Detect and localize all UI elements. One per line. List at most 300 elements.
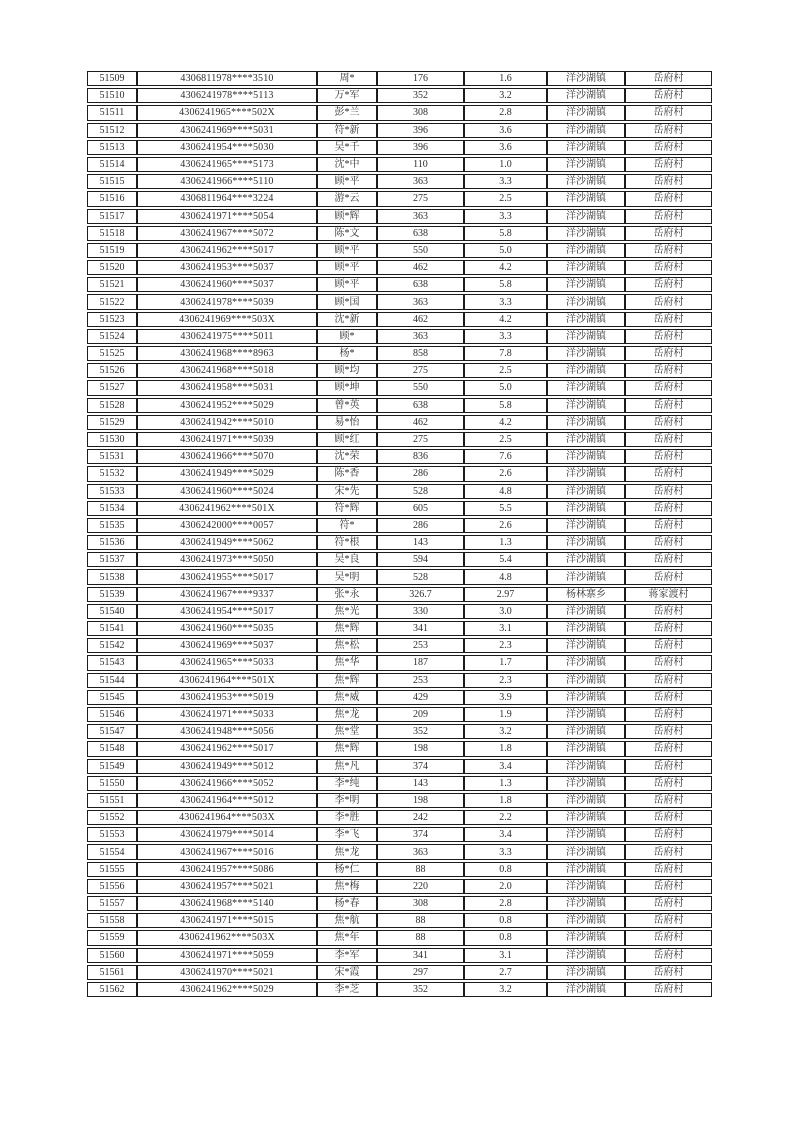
amount-cell: 88 [377, 930, 464, 945]
serial-cell: 51526 [87, 363, 137, 378]
name-cell: 李*胜 [317, 810, 377, 825]
area-cell: 7.6 [464, 449, 547, 464]
amount-cell: 638 [377, 277, 464, 292]
amount-cell: 638 [377, 226, 464, 241]
id-cell: 4306241964****5012 [137, 793, 317, 808]
table-row [87, 209, 712, 224]
name-cell: 曾*英 [317, 398, 377, 413]
township-cell: 洋沙湖镇 [547, 793, 625, 808]
township-cell: 洋沙湖镇 [547, 759, 625, 774]
table-body [87, 71, 712, 997]
village-cell: 岳府村 [625, 277, 712, 292]
amount-cell: 462 [377, 312, 464, 327]
area-cell: 3.3 [464, 294, 547, 309]
table-row [87, 690, 712, 705]
name-cell: 陈*香 [317, 466, 377, 481]
serial-cell: 51542 [87, 638, 137, 653]
village-cell: 岳府村 [625, 226, 712, 241]
serial-cell: 51519 [87, 243, 137, 258]
township-cell: 洋沙湖镇 [547, 690, 625, 705]
table-row [87, 88, 712, 103]
village-cell: 岳府村 [625, 810, 712, 825]
table-row [87, 398, 712, 413]
table-row [87, 105, 712, 120]
area-cell: 5.8 [464, 398, 547, 413]
township-cell: 洋沙湖镇 [547, 398, 625, 413]
id-cell: 4306811964****3224 [137, 191, 317, 206]
village-cell: 岳府村 [625, 380, 712, 395]
village-cell: 岳府村 [625, 930, 712, 945]
area-cell: 2.97 [464, 587, 547, 602]
table-row [87, 810, 712, 825]
village-cell: 岳府村 [625, 862, 712, 877]
amount-cell: 836 [377, 449, 464, 464]
village-cell: 岳府村 [625, 759, 712, 774]
serial-cell: 51558 [87, 913, 137, 928]
name-cell: 沈*新 [317, 312, 377, 327]
area-cell: 1.6 [464, 71, 547, 86]
id-cell: 4306241957****5021 [137, 879, 317, 894]
amount-cell: 605 [377, 501, 464, 516]
name-cell: 焦*梅 [317, 879, 377, 894]
name-cell: 顾*平 [317, 277, 377, 292]
village-cell: 岳府村 [625, 191, 712, 206]
amount-cell: 594 [377, 552, 464, 567]
village-cell: 岳府村 [625, 673, 712, 688]
serial-cell: 51523 [87, 312, 137, 327]
table-row [87, 965, 712, 980]
amount-cell: 275 [377, 432, 464, 447]
id-cell: 4306241948****5056 [137, 724, 317, 739]
amount-cell: 396 [377, 123, 464, 138]
village-cell: 岳府村 [625, 415, 712, 430]
serial-cell: 51515 [87, 174, 137, 189]
village-cell: 岳府村 [625, 294, 712, 309]
id-cell: 4306241952****5029 [137, 398, 317, 413]
serial-cell: 51561 [87, 965, 137, 980]
amount-cell: 326.7 [377, 587, 464, 602]
township-cell: 洋沙湖镇 [547, 879, 625, 894]
serial-cell: 51529 [87, 415, 137, 430]
name-cell: 顾*平 [317, 260, 377, 275]
village-cell: 岳府村 [625, 363, 712, 378]
village-cell: 蒋家渡村 [625, 587, 712, 602]
serial-cell: 51536 [87, 535, 137, 550]
name-cell: 符*新 [317, 123, 377, 138]
serial-cell: 51538 [87, 569, 137, 584]
amount-cell: 308 [377, 105, 464, 120]
area-cell: 5.8 [464, 226, 547, 241]
township-cell: 洋沙湖镇 [547, 449, 625, 464]
village-cell: 岳府村 [625, 484, 712, 499]
area-cell: 7.8 [464, 346, 547, 361]
amount-cell: 253 [377, 673, 464, 688]
serial-cell: 51518 [87, 226, 137, 241]
table-row [87, 174, 712, 189]
id-cell: 4306241949****5029 [137, 466, 317, 481]
township-cell: 洋沙湖镇 [547, 862, 625, 877]
village-cell: 岳府村 [625, 346, 712, 361]
serial-cell: 51535 [87, 518, 137, 533]
name-cell: 吴*千 [317, 140, 377, 155]
amount-cell: 528 [377, 569, 464, 584]
village-cell: 岳府村 [625, 535, 712, 550]
table-row [87, 466, 712, 481]
area-cell: 2.6 [464, 518, 547, 533]
township-cell: 洋沙湖镇 [547, 724, 625, 739]
id-cell: 4306241964****501X [137, 673, 317, 688]
area-cell: 2.5 [464, 363, 547, 378]
serial-cell: 51511 [87, 105, 137, 120]
name-cell: 杨*春 [317, 896, 377, 911]
amount-cell: 352 [377, 88, 464, 103]
township-cell: 洋沙湖镇 [547, 329, 625, 344]
name-cell: 顾*辉 [317, 209, 377, 224]
id-cell: 4306241967****5072 [137, 226, 317, 241]
amount-cell: 462 [377, 260, 464, 275]
area-cell: 3.0 [464, 604, 547, 619]
township-cell: 洋沙湖镇 [547, 501, 625, 516]
township-cell: 洋沙湖镇 [547, 810, 625, 825]
township-cell: 洋沙湖镇 [547, 930, 625, 945]
village-cell: 岳府村 [625, 655, 712, 670]
village-cell: 岳府村 [625, 88, 712, 103]
township-cell: 洋沙湖镇 [547, 655, 625, 670]
name-cell: 焦*华 [317, 655, 377, 670]
table-row [87, 432, 712, 447]
serial-cell: 51560 [87, 948, 137, 963]
name-cell: 焦*威 [317, 690, 377, 705]
serial-cell: 51537 [87, 552, 137, 567]
table-row [87, 655, 712, 670]
id-cell: 4306241978****5113 [137, 88, 317, 103]
village-cell: 岳府村 [625, 157, 712, 172]
village-cell: 岳府村 [625, 518, 712, 533]
area-cell: 3.3 [464, 174, 547, 189]
village-cell: 岳府村 [625, 827, 712, 842]
amount-cell: 286 [377, 518, 464, 533]
township-cell: 洋沙湖镇 [547, 965, 625, 980]
township-cell: 洋沙湖镇 [547, 123, 625, 138]
township-cell: 洋沙湖镇 [547, 174, 625, 189]
name-cell: 焦*凡 [317, 759, 377, 774]
township-cell: 洋沙湖镇 [547, 673, 625, 688]
township-cell: 洋沙湖镇 [547, 88, 625, 103]
table-row [87, 123, 712, 138]
village-cell: 岳府村 [625, 776, 712, 791]
area-cell: 5.5 [464, 501, 547, 516]
township-cell: 洋沙湖镇 [547, 707, 625, 722]
township-cell: 洋沙湖镇 [547, 71, 625, 86]
table-row [87, 569, 712, 584]
serial-cell: 51514 [87, 157, 137, 172]
table-row [87, 759, 712, 774]
area-cell: 4.2 [464, 312, 547, 327]
table-row [87, 277, 712, 292]
serial-cell: 51509 [87, 71, 137, 86]
name-cell: 易*怡 [317, 415, 377, 430]
amount-cell: 341 [377, 621, 464, 636]
township-cell: 洋沙湖镇 [547, 948, 625, 963]
name-cell: 符*根 [317, 535, 377, 550]
name-cell: 焦*辉 [317, 741, 377, 756]
serial-cell: 51520 [87, 260, 137, 275]
table-row [87, 157, 712, 172]
serial-cell: 51547 [87, 724, 137, 739]
village-cell: 岳府村 [625, 982, 712, 997]
table-row [87, 776, 712, 791]
area-cell: 4.2 [464, 415, 547, 430]
amount-cell: 242 [377, 810, 464, 825]
amount-cell: 330 [377, 604, 464, 619]
township-cell: 杨林寨乡 [547, 587, 625, 602]
area-cell: 2.8 [464, 105, 547, 120]
subsidy-roster-table [87, 69, 712, 999]
village-cell: 岳府村 [625, 174, 712, 189]
table-row [87, 312, 712, 327]
name-cell: 李*飞 [317, 827, 377, 842]
table-row [87, 793, 712, 808]
serial-cell: 51513 [87, 140, 137, 155]
name-cell: 焦*年 [317, 930, 377, 945]
id-cell: 4306241953****5019 [137, 690, 317, 705]
serial-cell: 51533 [87, 484, 137, 499]
township-cell: 洋沙湖镇 [547, 140, 625, 155]
area-cell: 5.8 [464, 277, 547, 292]
id-cell: 4306241962****501X [137, 501, 317, 516]
area-cell: 1.8 [464, 741, 547, 756]
amount-cell: 363 [377, 294, 464, 309]
area-cell: 2.8 [464, 896, 547, 911]
name-cell: 顾*坤 [317, 380, 377, 395]
id-cell: 4306242000****0057 [137, 518, 317, 533]
village-cell: 岳府村 [625, 329, 712, 344]
amount-cell: 363 [377, 209, 464, 224]
table-row [87, 930, 712, 945]
table-row [87, 380, 712, 395]
serial-cell: 51527 [87, 380, 137, 395]
village-cell: 岳府村 [625, 398, 712, 413]
table-row [87, 71, 712, 86]
serial-cell: 51550 [87, 776, 137, 791]
amount-cell: 297 [377, 965, 464, 980]
id-cell: 4306241970****5021 [137, 965, 317, 980]
area-cell: 3.2 [464, 982, 547, 997]
name-cell: 焦*辉 [317, 621, 377, 636]
amount-cell: 209 [377, 707, 464, 722]
id-cell: 4306241964****503X [137, 810, 317, 825]
name-cell: 李*明 [317, 793, 377, 808]
township-cell: 洋沙湖镇 [547, 535, 625, 550]
serial-cell: 51557 [87, 896, 137, 911]
village-cell: 岳府村 [625, 209, 712, 224]
serial-cell: 51521 [87, 277, 137, 292]
township-cell: 洋沙湖镇 [547, 484, 625, 499]
area-cell: 1.9 [464, 707, 547, 722]
amount-cell: 462 [377, 415, 464, 430]
area-cell: 1.3 [464, 535, 547, 550]
name-cell: 吴*明 [317, 569, 377, 584]
amount-cell: 88 [377, 862, 464, 877]
area-cell: 3.4 [464, 759, 547, 774]
table-row [87, 501, 712, 516]
name-cell: 游*云 [317, 191, 377, 206]
id-cell: 4306241967****5016 [137, 844, 317, 859]
village-cell: 岳府村 [625, 312, 712, 327]
id-cell: 4306241973****5050 [137, 552, 317, 567]
township-cell: 洋沙湖镇 [547, 569, 625, 584]
serial-cell: 51555 [87, 862, 137, 877]
id-cell: 4306241962****5029 [137, 982, 317, 997]
area-cell: 0.8 [464, 930, 547, 945]
amount-cell: 143 [377, 535, 464, 550]
amount-cell: 429 [377, 690, 464, 705]
name-cell: 沈*荣 [317, 449, 377, 464]
id-cell: 4306241971****5059 [137, 948, 317, 963]
area-cell: 3.3 [464, 844, 547, 859]
township-cell: 洋沙湖镇 [547, 415, 625, 430]
name-cell: 焦*龙 [317, 707, 377, 722]
id-cell: 4306241971****5039 [137, 432, 317, 447]
township-cell: 洋沙湖镇 [547, 741, 625, 756]
village-cell: 岳府村 [625, 604, 712, 619]
name-cell: 杨*仁 [317, 862, 377, 877]
area-cell: 2.7 [464, 965, 547, 980]
table-row [87, 673, 712, 688]
village-cell: 岳府村 [625, 621, 712, 636]
area-cell: 5.4 [464, 552, 547, 567]
amount-cell: 286 [377, 466, 464, 481]
village-cell: 岳府村 [625, 948, 712, 963]
area-cell: 3.6 [464, 123, 547, 138]
id-cell: 4306241971****5015 [137, 913, 317, 928]
area-cell: 3.6 [464, 140, 547, 155]
amount-cell: 88 [377, 913, 464, 928]
name-cell: 焦*光 [317, 604, 377, 619]
area-cell: 3.1 [464, 621, 547, 636]
table-row [87, 449, 712, 464]
table-row [87, 879, 712, 894]
amount-cell: 550 [377, 243, 464, 258]
amount-cell: 253 [377, 638, 464, 653]
township-cell: 洋沙湖镇 [547, 294, 625, 309]
village-cell: 岳府村 [625, 260, 712, 275]
area-cell: 4.8 [464, 484, 547, 499]
name-cell: 李*军 [317, 948, 377, 963]
table-row [87, 260, 712, 275]
amount-cell: 858 [377, 346, 464, 361]
table-row [87, 707, 712, 722]
serial-cell: 51517 [87, 209, 137, 224]
village-cell: 岳府村 [625, 724, 712, 739]
village-cell: 岳府村 [625, 71, 712, 86]
id-cell: 4306241962****5017 [137, 741, 317, 756]
serial-cell: 51544 [87, 673, 137, 688]
table-row [87, 844, 712, 859]
amount-cell: 363 [377, 329, 464, 344]
area-cell: 5.0 [464, 243, 547, 258]
area-cell: 3.1 [464, 948, 547, 963]
serial-cell: 51516 [87, 191, 137, 206]
serial-cell: 51530 [87, 432, 137, 447]
table-row [87, 604, 712, 619]
serial-cell: 51510 [87, 88, 137, 103]
area-cell: 2.0 [464, 879, 547, 894]
serial-cell: 51531 [87, 449, 137, 464]
amount-cell: 275 [377, 191, 464, 206]
id-cell: 4306241949****5062 [137, 535, 317, 550]
name-cell: 焦*航 [317, 913, 377, 928]
township-cell: 洋沙湖镇 [547, 552, 625, 567]
area-cell: 2.3 [464, 638, 547, 653]
serial-cell: 51540 [87, 604, 137, 619]
name-cell: 彭*兰 [317, 105, 377, 120]
serial-cell: 51549 [87, 759, 137, 774]
village-cell: 岳府村 [625, 105, 712, 120]
village-cell: 岳府村 [625, 552, 712, 567]
id-cell: 4306241958****5031 [137, 380, 317, 395]
id-cell: 4306241965****5033 [137, 655, 317, 670]
name-cell: 周* [317, 71, 377, 86]
serial-cell: 51543 [87, 655, 137, 670]
serial-cell: 51512 [87, 123, 137, 138]
name-cell: 符* [317, 518, 377, 533]
area-cell: 3.2 [464, 88, 547, 103]
area-cell: 3.4 [464, 827, 547, 842]
area-cell: 3.3 [464, 209, 547, 224]
table-row [87, 415, 712, 430]
table-row [87, 982, 712, 997]
township-cell: 洋沙湖镇 [547, 157, 625, 172]
serial-cell: 51552 [87, 810, 137, 825]
area-cell: 3.2 [464, 724, 547, 739]
village-cell: 岳府村 [625, 879, 712, 894]
township-cell: 洋沙湖镇 [547, 432, 625, 447]
table-row [87, 621, 712, 636]
township-cell: 洋沙湖镇 [547, 466, 625, 481]
amount-cell: 374 [377, 827, 464, 842]
area-cell: 4.2 [464, 260, 547, 275]
village-cell: 岳府村 [625, 466, 712, 481]
village-cell: 岳府村 [625, 707, 712, 722]
area-cell: 5.0 [464, 380, 547, 395]
amount-cell: 198 [377, 741, 464, 756]
township-cell: 洋沙湖镇 [547, 312, 625, 327]
serial-cell: 51525 [87, 346, 137, 361]
name-cell: 顾*平 [317, 243, 377, 258]
id-cell: 4306241966****5070 [137, 449, 317, 464]
id-cell: 4306241954****5017 [137, 604, 317, 619]
table-row [87, 363, 712, 378]
name-cell: 焦*松 [317, 638, 377, 653]
table-row [87, 535, 712, 550]
amount-cell: 352 [377, 982, 464, 997]
name-cell: 顾*红 [317, 432, 377, 447]
village-cell: 岳府村 [625, 965, 712, 980]
table-row [87, 329, 712, 344]
amount-cell: 528 [377, 484, 464, 499]
id-cell: 4306241965****5173 [137, 157, 317, 172]
village-cell: 岳府村 [625, 913, 712, 928]
area-cell: 1.3 [464, 776, 547, 791]
serial-cell: 51541 [87, 621, 137, 636]
id-cell: 4306241968****8963 [137, 346, 317, 361]
area-cell: 2.3 [464, 673, 547, 688]
table-row [87, 638, 712, 653]
name-cell: 焦*龙 [317, 844, 377, 859]
village-cell: 岳府村 [625, 793, 712, 808]
amount-cell: 638 [377, 398, 464, 413]
